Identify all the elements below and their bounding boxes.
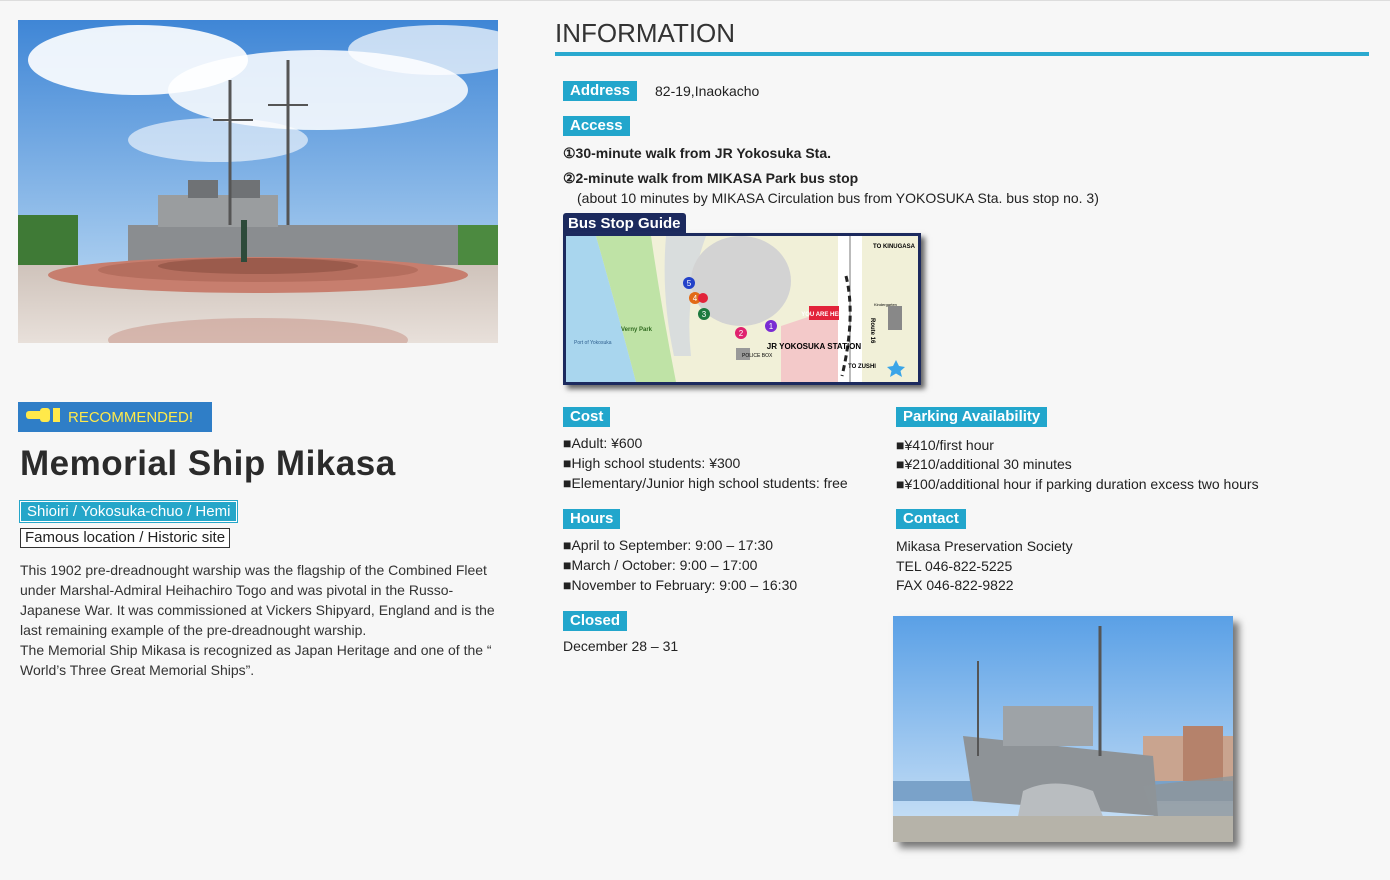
hero-photo	[18, 20, 498, 343]
parking-label: Parking Availability	[896, 407, 1047, 427]
description-line: Japanese War. It was commissioned at Vickers Shipyard, England and is the	[20, 602, 495, 618]
hours-line: ■November to February: 9:00 – 16:30	[563, 577, 798, 593]
map-zushi: TO ZUSHI	[848, 364, 876, 370]
access-label: Access	[563, 116, 630, 136]
hours-line: ■March / October: 9:00 – 17:00	[563, 557, 758, 573]
page-title: Memorial Ship Mikasa	[20, 444, 396, 483]
contact-line: FAX 046-822-9822	[896, 577, 1014, 593]
map-police: POLICE BOX	[742, 353, 773, 359]
recommended-label: RECOMMENDED!	[68, 408, 194, 426]
parking-line: ■¥410/first hour	[896, 437, 994, 453]
category-tag[interactable]: Famous location / Historic site	[20, 528, 230, 548]
parking-line: ■¥210/additional 30 minutes	[896, 456, 1072, 472]
map-you-are-here: YOU ARE HERE	[801, 312, 847, 318]
cost-line: ■High school students: ¥300	[563, 455, 741, 471]
bus-stop-map[interactable]	[563, 233, 921, 385]
contact-line: TEL 046-822-5225	[896, 558, 1013, 574]
description-line: The Memorial Ship Mikasa is recognized as Japan Heritage and one of the “	[20, 642, 492, 658]
ship-photo	[893, 616, 1233, 842]
map-kindergarten: Kindergarten	[874, 302, 897, 307]
closed-value: December 28 – 31	[563, 638, 679, 654]
map-verny: Verny Park	[621, 327, 653, 333]
cost-label: Cost	[563, 407, 610, 427]
map-stop-4: 4	[692, 294, 698, 303]
map-route: Route 16	[869, 318, 875, 344]
access-line-3: (about 10 minutes by MIKASA Circulation bus from YOKOSUKA Sta. bus stop no. 3)	[577, 190, 1099, 206]
parking-line: ■¥100/additional hour if parking duration excess two hours	[896, 476, 1259, 492]
map-stop-1: 1	[768, 322, 774, 331]
top-divider	[0, 0, 1390, 1]
recommended-badge	[18, 402, 212, 432]
address-label: Address	[563, 81, 637, 101]
area-tag[interactable]: Shioiri / Yokosuka-chuo / Hemi	[20, 501, 237, 522]
description	[20, 560, 500, 680]
access-line-2: ②2-minute walk from MIKASA Park bus stop	[563, 170, 859, 186]
map-kinugasa: TO KINUGASA	[873, 244, 915, 250]
map-stop-2: 2	[738, 329, 744, 338]
map-port: Port of Yokosuka	[574, 340, 612, 346]
map-stop-5: 5	[686, 279, 692, 288]
description-line: World’s Three Great Memorial Ships”.	[20, 662, 255, 678]
bus-stop-guide-label: Bus Stop Guide	[563, 213, 686, 235]
description-line: This 1902 pre-dreadnought warship was the flagship of the Combined Fleet	[20, 562, 487, 578]
pointing-hand-icon	[26, 406, 60, 429]
contact-label: Contact	[896, 509, 966, 529]
information-heading: INFORMATION	[555, 18, 1369, 56]
cost-line: ■Adult: ¥600	[563, 435, 643, 451]
description-line: last remaining example of the pre-dreadnought warship.	[20, 622, 367, 638]
closed-label: Closed	[563, 611, 627, 631]
access-line-1: ①30-minute walk from JR Yokosuka Sta.	[563, 145, 832, 161]
cost-line: ■Elementary/Junior high school students: free	[563, 475, 848, 491]
description-line: under Marshal-Admiral Heihachiro Togo and was pivotal in the Russo-	[20, 582, 454, 598]
contact-line: Mikasa Preservation Society	[896, 538, 1073, 554]
map-stop-3: 3	[701, 310, 707, 319]
hours-label: Hours	[563, 509, 620, 529]
address-value: 82-19,Inaokacho	[655, 83, 760, 99]
hours-line: ■April to September: 9:00 – 17:30	[563, 537, 774, 553]
map-station: JR YOKOSUKA STATION	[766, 342, 862, 351]
